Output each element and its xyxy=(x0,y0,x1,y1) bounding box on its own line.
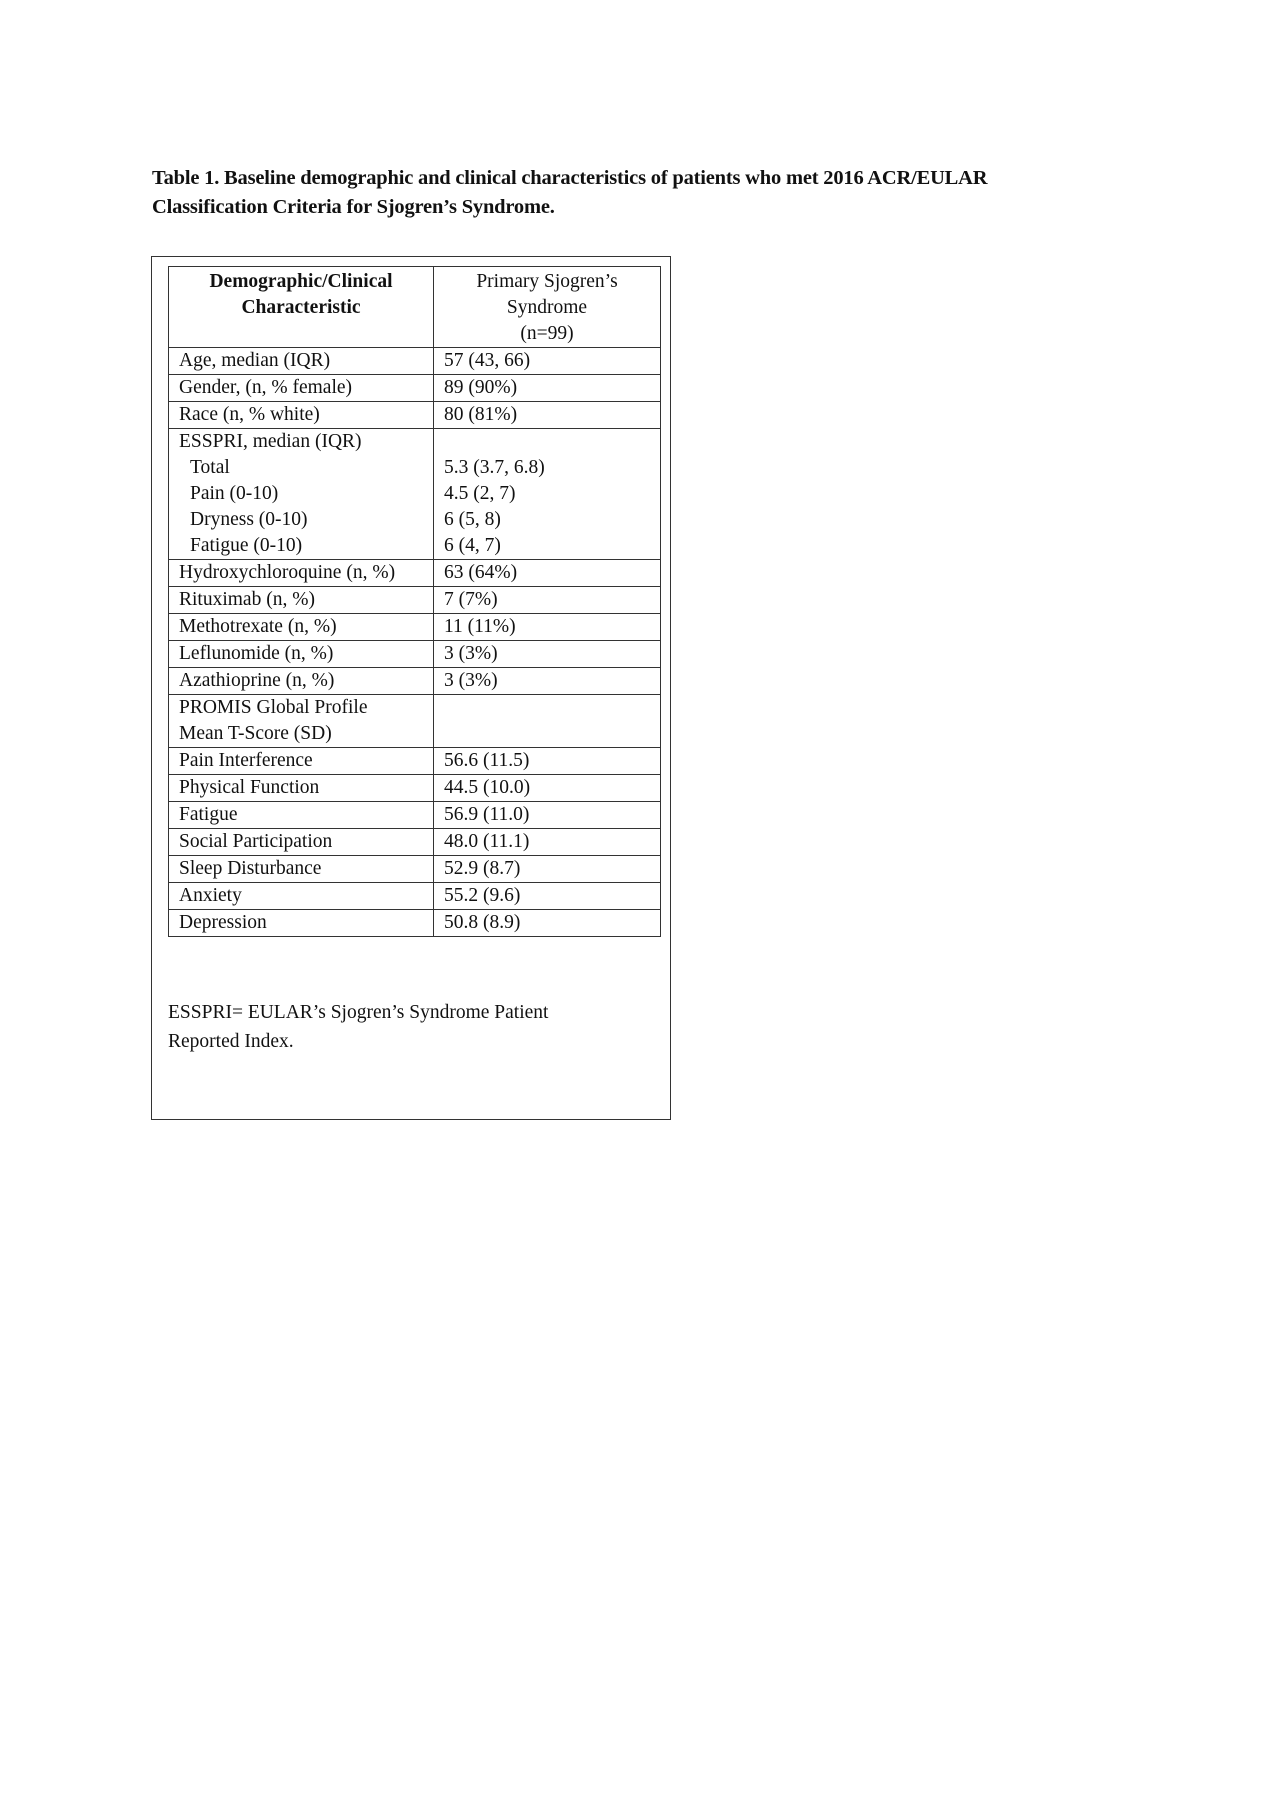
row-value: 50.8 (8.9) xyxy=(434,910,661,937)
table-row xyxy=(169,829,661,856)
table-row xyxy=(169,883,661,910)
row-label: Age, median (IQR) xyxy=(169,348,434,375)
table-row-esspri xyxy=(169,429,661,560)
table-row xyxy=(169,587,661,614)
row-label: Fatigue xyxy=(169,802,434,829)
row-label: Anxiety xyxy=(169,883,434,910)
column-header-characteristic: Demographic/Clinical Characteristic xyxy=(169,267,434,348)
table-row xyxy=(169,748,661,775)
row-label: Depression xyxy=(169,910,434,937)
row-value: 7 (7%) xyxy=(434,587,661,614)
characteristics-table xyxy=(168,266,661,937)
row-value: 55.2 (9.6) xyxy=(434,883,661,910)
table-footnote xyxy=(168,998,648,1056)
esspri-item-value: 4.5 (2, 7) xyxy=(444,483,516,504)
footnote-line-1: ESSPRI= EULAR’s Sjogren’s Syndrome Patient xyxy=(168,1002,549,1023)
esspri-item-value: 6 (4, 7) xyxy=(444,535,501,556)
table-row xyxy=(169,641,661,668)
row-value: 3 (3%) xyxy=(434,641,661,668)
esspri-heading: ESSPRI, median (IQR) xyxy=(179,431,362,452)
row-label: Hydroxychloroquine (n, %) xyxy=(169,560,434,587)
row-label: Physical Function xyxy=(169,775,434,802)
caption-line-1: Table 1. Baseline demographic and clinical characteristics of patients who met 2016 ACR/EULAR xyxy=(152,167,988,189)
row-label: Pain Interference xyxy=(169,748,434,775)
esspri-labels xyxy=(169,429,434,560)
row-value: 57 (43, 66) xyxy=(434,348,661,375)
table-row xyxy=(169,560,661,587)
esspri-item-value: 5.3 (3.7, 6.8) xyxy=(444,457,545,478)
row-value: 80 (81%) xyxy=(434,402,661,429)
table-header-row xyxy=(169,267,661,348)
esspri-item-value: 6 (5, 8) xyxy=(444,509,501,530)
table-row-promis-heading xyxy=(169,695,661,748)
promis-heading-value xyxy=(434,695,661,748)
row-label: Leflunomide (n, %) xyxy=(169,641,434,668)
table-row xyxy=(169,668,661,695)
table-row xyxy=(169,402,661,429)
row-value: 48.0 (11.1) xyxy=(434,829,661,856)
row-value: 89 (90%) xyxy=(434,375,661,402)
row-value: 44.5 (10.0) xyxy=(434,775,661,802)
row-label: Gender, (n, % female) xyxy=(169,375,434,402)
esspri-item-label: Fatigue (0-10) xyxy=(190,535,303,556)
row-value: 3 (3%) xyxy=(434,668,661,695)
table-row xyxy=(169,348,661,375)
table-row xyxy=(169,614,661,641)
row-value: 52.9 (8.7) xyxy=(434,856,661,883)
row-label: Methotrexate (n, %) xyxy=(169,614,434,641)
table-row xyxy=(169,856,661,883)
row-label: Race (n, % white) xyxy=(169,402,434,429)
row-value: 56.9 (11.0) xyxy=(434,802,661,829)
esspri-item-label: Pain (0-10) xyxy=(190,483,279,504)
table-row xyxy=(169,910,661,937)
row-label: Social Participation xyxy=(169,829,434,856)
table-caption xyxy=(152,164,1052,222)
row-value: 11 (11%) xyxy=(434,614,661,641)
table-row xyxy=(169,775,661,802)
esspri-item-label: Dryness (0-10) xyxy=(190,509,308,530)
caption-line-2: Classification Criteria for Sjogren’s Syndrome. xyxy=(152,196,555,218)
row-label: Sleep Disturbance xyxy=(169,856,434,883)
row-label: Azathioprine (n, %) xyxy=(169,668,434,695)
table-row xyxy=(169,802,661,829)
esspri-item-label: Total xyxy=(190,457,230,478)
column-header-primary-sjogrens: Primary Sjogren’s Syndrome (n=99) xyxy=(434,267,661,348)
row-value: 63 (64%) xyxy=(434,560,661,587)
table-row xyxy=(169,375,661,402)
footnote-line-2: Reported Index. xyxy=(168,1031,294,1052)
row-value: 56.6 (11.5) xyxy=(434,748,661,775)
esspri-values xyxy=(434,429,661,560)
row-label: Rituximab (n, %) xyxy=(169,587,434,614)
promis-heading: PROMIS Global Profile Mean T-Score (SD) xyxy=(169,695,434,748)
